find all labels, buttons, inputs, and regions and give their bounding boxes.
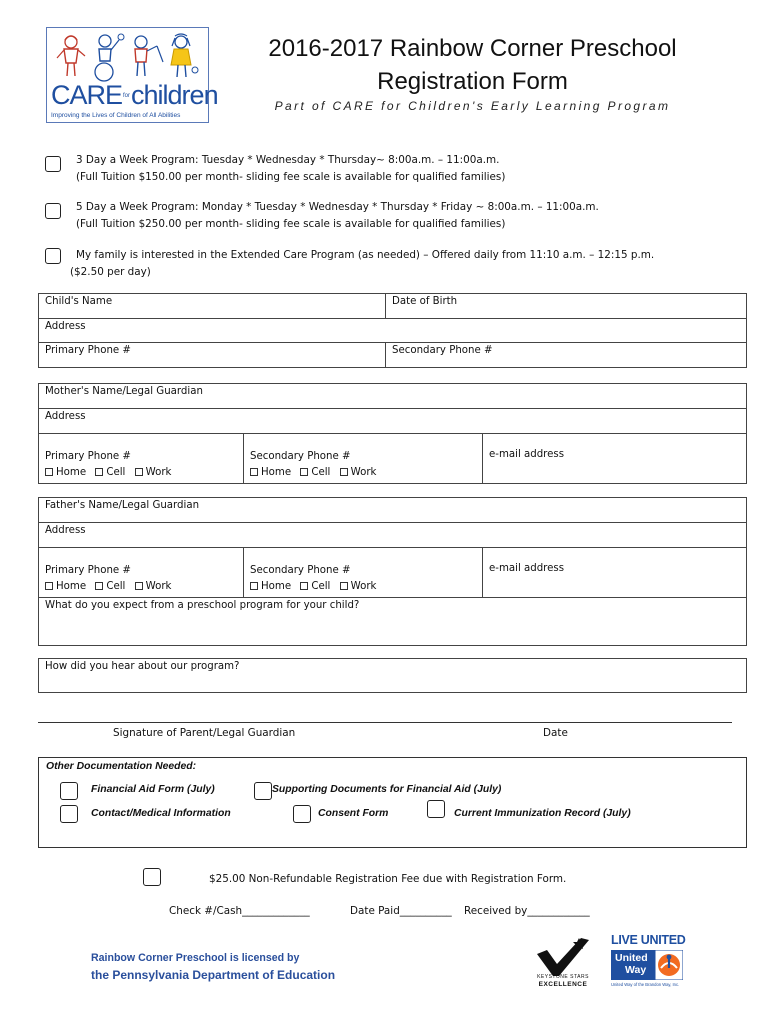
cell-label: Cell	[311, 581, 331, 592]
child-address-field[interactable]	[39, 319, 747, 343]
united-way-box	[611, 950, 655, 980]
father-primary-home-checkbox[interactable]	[45, 582, 53, 590]
united-word: United	[615, 952, 648, 964]
father-email-field[interactable]	[483, 548, 747, 598]
extended-care-checkbox[interactable]	[45, 248, 61, 264]
mother-secondary-cell-checkbox[interactable]	[300, 468, 308, 476]
extended-care-text	[70, 247, 655, 281]
signature-date-label: Date	[543, 727, 568, 739]
supporting-docs-checkbox[interactable]	[254, 782, 272, 800]
father-primary-phone-field[interactable]	[39, 548, 244, 598]
home-label: Home	[56, 581, 87, 592]
child-primary-phone-label: Primary Phone #	[45, 345, 131, 356]
mother-primary-home-checkbox[interactable]	[45, 468, 53, 476]
keystone-check-icon	[533, 934, 593, 978]
cell-label: Cell	[106, 581, 126, 592]
registration-fee-checkbox[interactable]	[143, 868, 161, 886]
father-name-field[interactable]	[39, 498, 747, 523]
contact-medical-checkbox[interactable]	[60, 805, 78, 823]
home-label: Home	[261, 467, 292, 478]
program-3day-line2: (Full Tuition $150.00 per month- sliding fee scale is available for qualified families)	[76, 171, 506, 183]
program-3day-line1: 3 Day a Week Program: Tuesday * Wednesday * Thursday~ 8:00a.m. – 11:00a.m.	[76, 154, 500, 166]
father-secondary-work-checkbox[interactable]	[340, 582, 348, 590]
date-paid-field[interactable]: Date Paid__________	[350, 905, 452, 917]
program-3day-checkbox[interactable]	[45, 156, 61, 172]
extended-care-line1: My family is interested in the Extended Care Program (as needed) – Offered daily from 11:10 a.m. – 12:15 p.m.	[76, 249, 655, 261]
father-email-label: e-mail address	[489, 563, 565, 574]
mother-primary-work-checkbox[interactable]	[135, 468, 143, 476]
father-primary-work-checkbox[interactable]	[135, 582, 143, 590]
father-secondary-phone-label: Secondary Phone #	[250, 565, 351, 576]
mother-secondary-home-checkbox[interactable]	[250, 468, 258, 476]
mother-name-field[interactable]	[39, 384, 747, 409]
mother-secondary-phone-field[interactable]	[244, 434, 483, 484]
logo-children: children	[131, 80, 218, 110]
father-secondary-home-checkbox[interactable]	[250, 582, 258, 590]
father-secondary-phone-field[interactable]	[244, 548, 483, 598]
referral-table	[38, 658, 747, 693]
child-secondary-phone-field[interactable]	[386, 343, 747, 368]
contact-medical-label: Contact/Medical Information	[91, 808, 231, 819]
signature-label: Signature of Parent/Legal Guardian	[113, 727, 296, 739]
program-5day-line2: (Full Tuition $250.00 per month- sliding fee scale is available for qualified families)	[76, 218, 506, 230]
mother-secondary-phone-label: Secondary Phone #	[250, 451, 351, 462]
live-united-headline: LIVE UNITED	[611, 933, 686, 947]
logo-for: for	[123, 93, 131, 100]
page-title	[220, 32, 725, 98]
work-label: Work	[145, 467, 172, 478]
title-line-1: 2016-2017 Rainbow Corner Preschool	[268, 35, 677, 62]
mother-email-label: e-mail address	[489, 449, 565, 460]
child-address-label: Address	[45, 321, 86, 332]
program-5day-checkbox[interactable]	[45, 203, 61, 219]
mother-email-field[interactable]	[483, 434, 747, 484]
other-docs-heading: Other Documentation Needed:	[46, 761, 197, 772]
child-secondary-phone-label: Secondary Phone #	[392, 345, 493, 356]
date-of-birth-label: Date of Birth	[392, 296, 458, 307]
referral-field[interactable]	[39, 659, 747, 693]
father-address-field[interactable]	[39, 523, 747, 548]
mother-primary-phone-field[interactable]	[39, 434, 244, 484]
signature-line[interactable]	[38, 722, 732, 723]
consent-form-label: Consent Form	[318, 808, 389, 819]
mother-name-label: Mother's Name/Legal Guardian	[45, 386, 203, 397]
child-primary-phone-field[interactable]	[39, 343, 386, 368]
home-label: Home	[56, 467, 87, 478]
expectations-label: What do you expect from a preschool program for your child?	[45, 600, 360, 611]
mother-secondary-work-checkbox[interactable]	[340, 468, 348, 476]
immunization-checkbox[interactable]	[427, 800, 445, 818]
program-3day-text	[76, 152, 505, 186]
mother-address-field[interactable]	[39, 409, 747, 434]
mother-address-label: Address	[45, 411, 86, 422]
extended-care-line2: ($2.50 per day)	[70, 266, 151, 278]
received-by-field[interactable]: Received by____________	[464, 905, 590, 917]
mother-info-table	[38, 383, 747, 484]
live-united-logo	[611, 933, 685, 989]
page-subtitle: Part of CARE for Children's Early Learning Program	[274, 99, 671, 113]
keystone-bottom-text: EXCELLENCE	[538, 981, 588, 988]
title-line-2: Registration Form	[377, 68, 568, 95]
financial-aid-checkbox[interactable]	[60, 782, 78, 800]
cell-label: Cell	[106, 467, 126, 478]
mother-primary-cell-checkbox[interactable]	[95, 468, 103, 476]
keystone-top-text: KEYSTONE STARS	[537, 974, 589, 980]
child-name-label: Child's Name	[45, 296, 113, 307]
way-word: Way	[625, 964, 647, 976]
program-5day-line1: 5 Day a Week Program: Monday * Tuesday * Wednesday * Thursday * Friday ~ 8:00a.m. – 11:00a.m.	[76, 201, 599, 213]
license-line-2: the Pennsylvania Department of Education	[91, 968, 336, 982]
home-label: Home	[261, 581, 292, 592]
logo-tagline: Improving the Lives of Children of All Abilities	[51, 112, 181, 119]
license-line-1: Rainbow Corner Preschool is licensed by	[91, 952, 300, 964]
father-primary-phone-label: Primary Phone #	[45, 565, 131, 576]
referral-label: How did you hear about our program?	[45, 661, 240, 672]
logo-wordmark	[51, 80, 218, 110]
child-info-table	[38, 293, 747, 368]
care-for-children-logo	[46, 27, 218, 123]
registration-fee-text: $25.00 Non-Refundable Registration Fee due with Registration Form.	[209, 873, 567, 885]
father-name-label: Father's Name/Legal Guardian	[45, 500, 200, 511]
immunization-label: Current Immunization Record (July)	[454, 808, 631, 819]
financial-aid-label: Financial Aid Form (July)	[91, 784, 215, 795]
cell-label: Cell	[311, 467, 331, 478]
united-way-caption: United Way of the Brandon Way, Inc.	[611, 982, 680, 987]
program-5day-text	[76, 199, 599, 233]
work-label: Work	[350, 581, 377, 592]
mother-primary-phone-label: Primary Phone #	[45, 451, 131, 462]
supporting-docs-label: Supporting Documents for Financial Aid (July)	[272, 784, 502, 795]
date-of-birth-field[interactable]	[386, 294, 747, 319]
father-info-table	[38, 497, 747, 646]
father-address-label: Address	[45, 525, 86, 536]
child-name-field[interactable]	[39, 294, 386, 319]
keystone-stars-logo	[533, 934, 593, 990]
children-illustration-icon	[53, 32, 203, 84]
united-way-hand-icon	[655, 950, 683, 980]
father-secondary-cell-checkbox[interactable]	[300, 582, 308, 590]
check-cash-field[interactable]: Check #/Cash_____________	[169, 905, 310, 917]
license-statement	[91, 950, 335, 984]
logo-care: CARE	[51, 80, 123, 110]
expectations-field[interactable]	[39, 598, 747, 646]
work-label: Work	[350, 467, 377, 478]
work-label: Work	[145, 581, 172, 592]
consent-form-checkbox[interactable]	[293, 805, 311, 823]
father-primary-cell-checkbox[interactable]	[95, 582, 103, 590]
